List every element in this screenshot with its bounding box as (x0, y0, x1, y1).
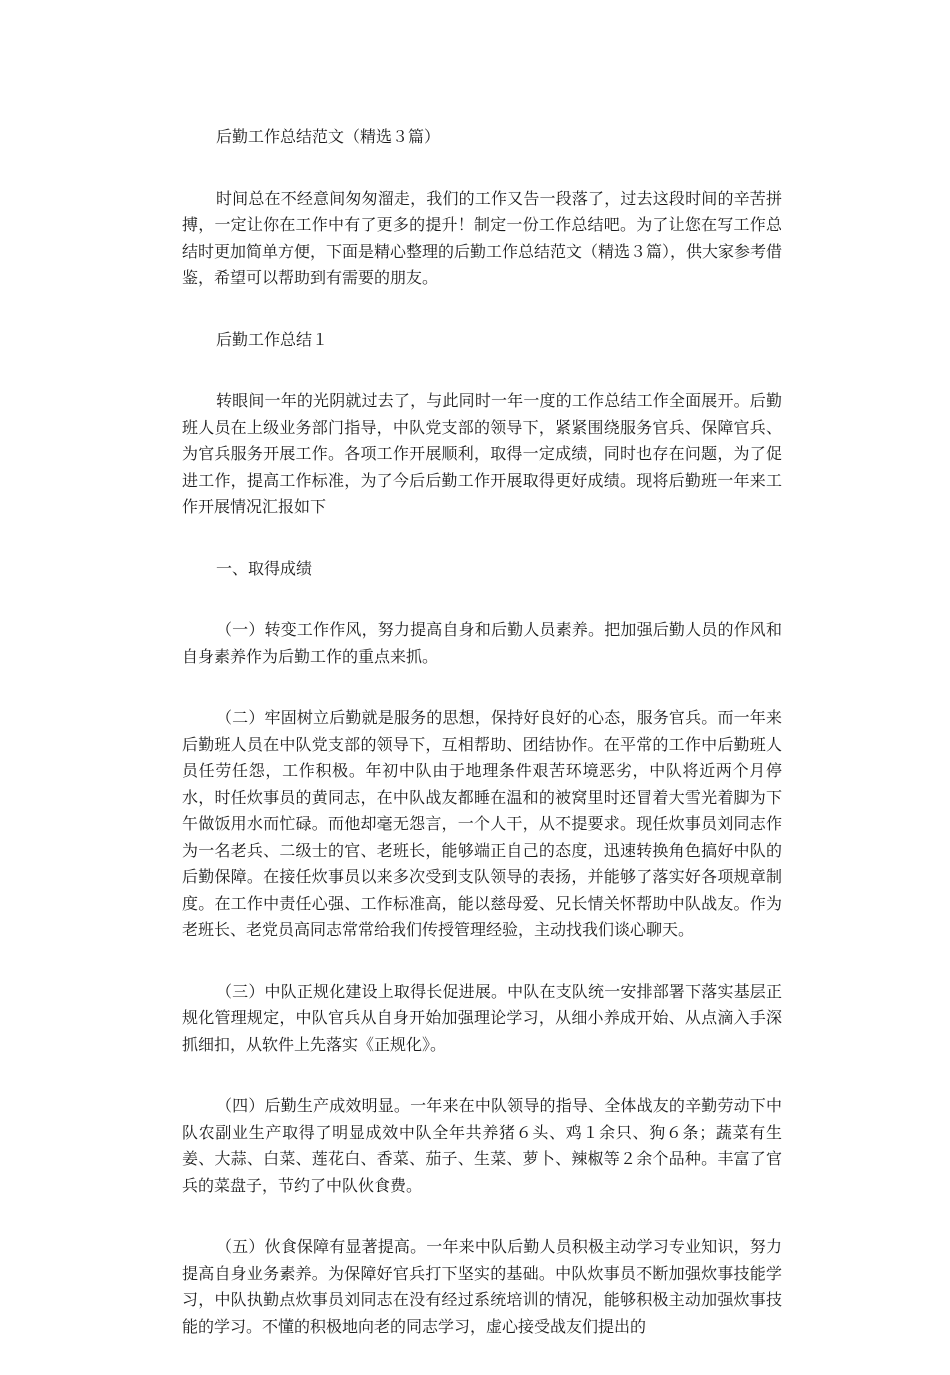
item-paragraph-2: （二）牢固树立后勤就是服务的思想，保持好良好的心态，服务官兵。而一年来后勤班人员在中队党支部的领导下，互相帮助、团结协作。在平常的工作中后勤班人员任劳任怨，工作积极。年初中队由于地理条件艰苦环境恶劣，中队将近两个月停水，时任炊事员的黄同志，在中队战友都睡在温和的被窝里时还冒着大雪光着脚为下午做饭用水而忙碌。而他却毫无怨言，一个人干，从不提要求。现任炊事员刘同志作为一名老兵、二级士的官、老班长，能够端正自己的态度，迅速转换角色搞好中队的后勤保障。在接任炊事员以来多次受到支队领导的表扬，并能够了落实好各项规章制度。在工作中责任心强、工作标准高，能以慈母爱、兄长情关怀帮助中队战友。作为老班长、老党员高同志常常给我们传授管理经验，主动找我们谈心聊天。 (182, 708, 782, 939)
section-title: 后勤工作总结１ (216, 329, 329, 349)
item-paragraph-1: （一）转变工作作风，努力提高自身和后勤人员素养。把加强后勤人员的作风和自身素养作为后勤工作的重点来抓。 (182, 620, 782, 666)
heading-achievements: 一、取得成绩 (216, 558, 313, 578)
intro-paragraph: 时间总在不经意间匆匆溜走，我们的工作又告一段落了，过去这段时间的辛苦拼搏，一定让你在工作中有了更多的提升！制定一份工作总结吧。为了让您在写工作总结时更加简单方便，下面是精心整理的后勤工作总结范文（精选３篇），供大家参考借鉴，希望可以帮助到有需要的朋友。 (182, 188, 783, 287)
item-paragraph-4: （四）后勤生产成效明显。一年来在中队领导的指导、全体战友的辛勤劳动下中队农副业生产取得了明显成效中队全年共养猪６头、鸡１余只、狗６条；蔬菜有生姜、大蒜、白菜、莲花白、香菜、茄子、生菜、萝卜、辣椒等２余个品种。丰富了官兵的菜盘子，节约了中队伙食费。 (182, 1096, 782, 1195)
item-paragraph-5: （五）伙食保障有显著提高。一年来中队后勤人员积极主动学习专业知识，努力提高自身业务素养。为保障好官兵打下坚实的基础。中队炊事员不断加强炊事技能学习，中队执勤点炊事员刘同志在没有经过系统培训的情况，能够积极主动加强炊事技能的学习。不懂的积极地向老的同志学习，虚心接受战友们提出的 (182, 1237, 782, 1336)
document-page (182, 124, 782, 1375)
section-intro-paragraph: 转眼间一年的光阴就过去了，与此同时一年一度的工作总结工作全面展开。后勤班人员在上级业务部门指导，中队党支部的领导下，紧紧围绕服务官兵、保障官兵、为官兵服务开展工作。各项工作开展顺利，取得一定成绩，同时也存在问题，为了促进工作，提高工作标准，为了今后后勤工作开展取得更好成绩。现将后勤班一年来工作开展情况汇报如下 (182, 391, 782, 516)
item-paragraph-3: （三）中队正规化建设上取得长促进展。中队在支队统一安排部署下落实基层正规化管理规定，中队官兵从自身开始加强理论学习，从细小养成开始、从点滴入手深抓细扣，从软件上先落实《正规化》。 (182, 981, 782, 1054)
document-title: 后勤工作总结范文（精选３篇） (216, 127, 441, 146)
